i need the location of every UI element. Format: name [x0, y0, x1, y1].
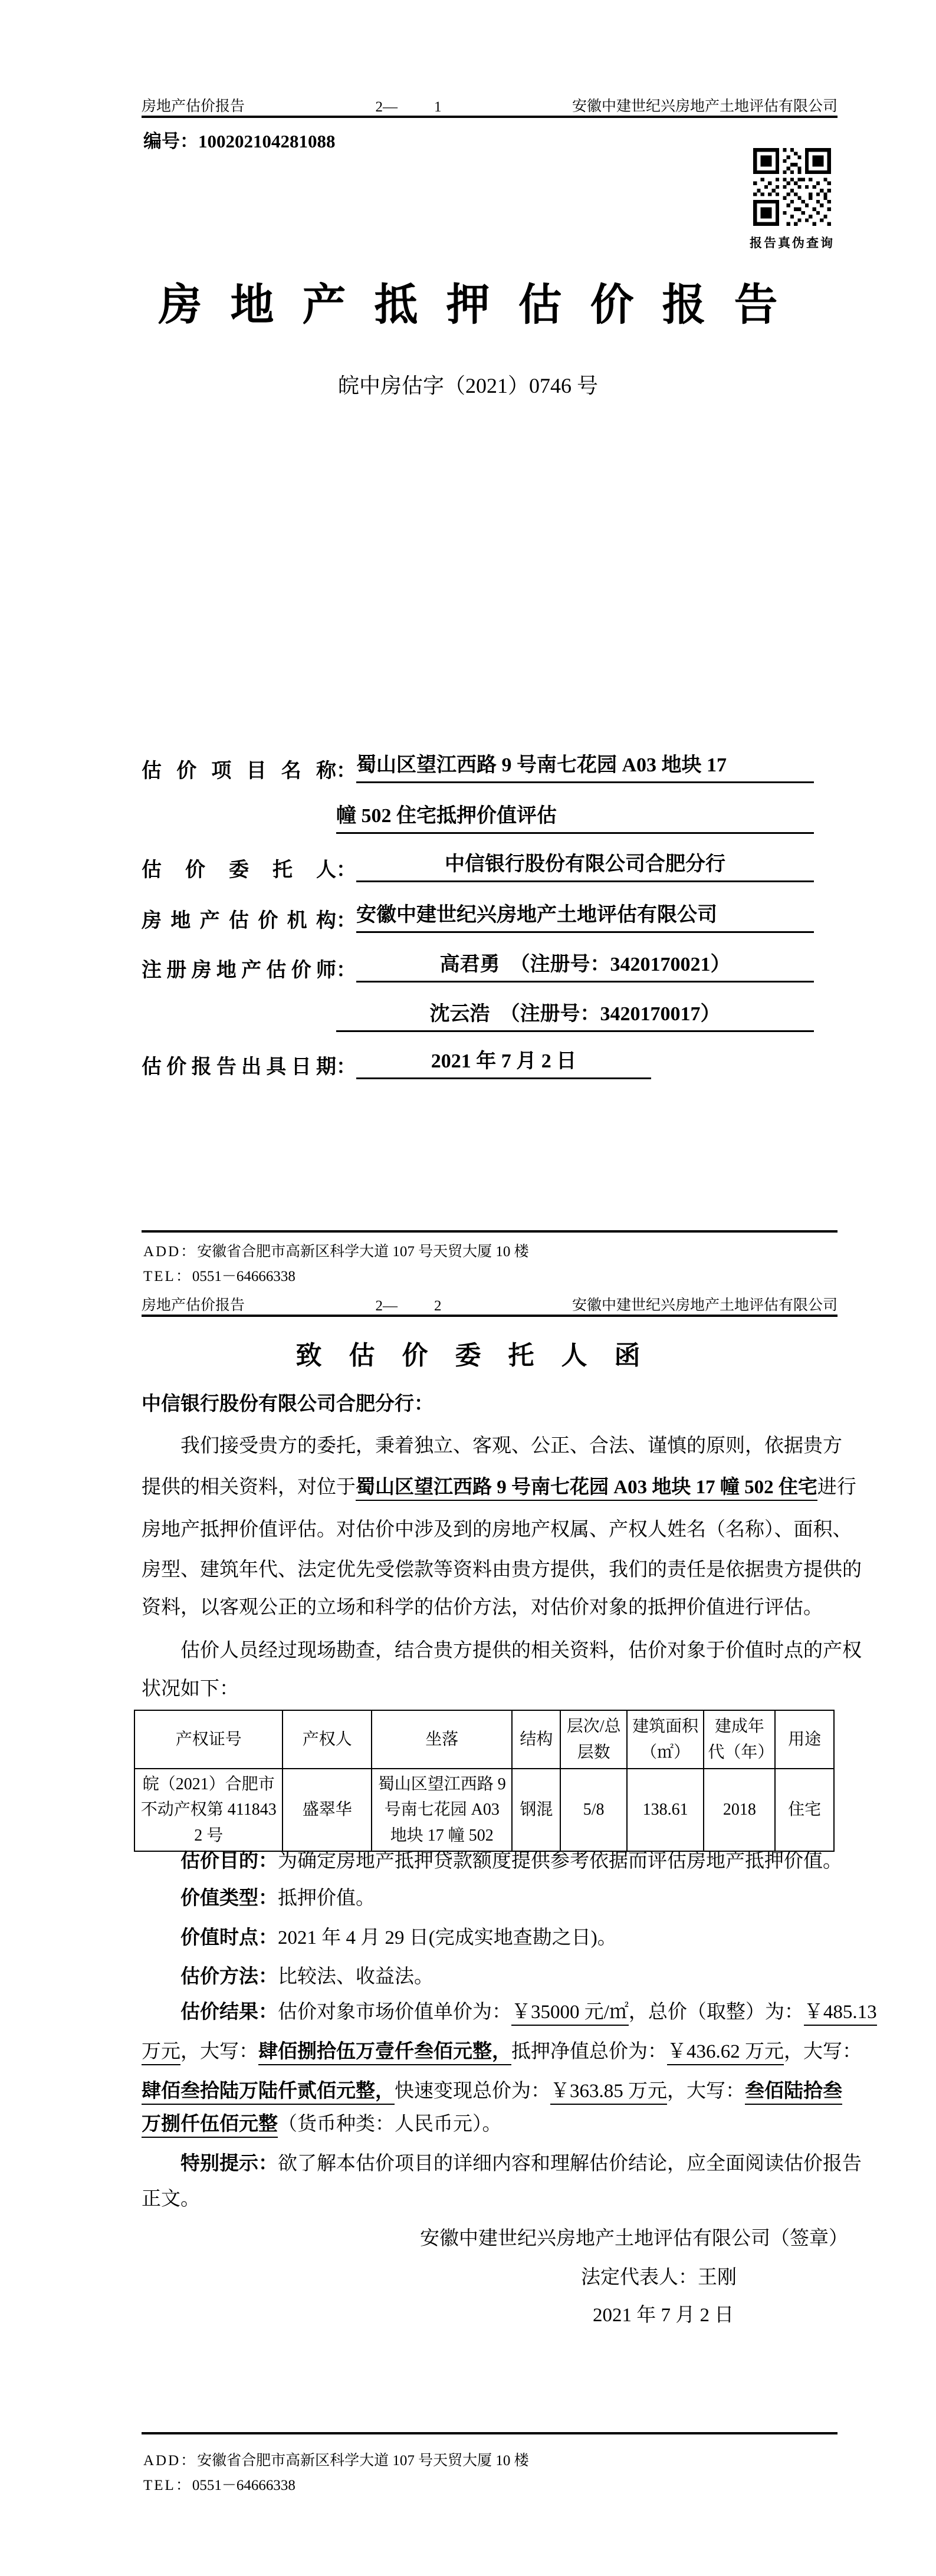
- item-label: 价值时点：: [180, 1927, 278, 1949]
- text-segment: ，总价（取整）为：: [628, 2002, 804, 2023]
- text-segment: 进行: [817, 1477, 856, 1498]
- special-notice-line1: [142, 2150, 879, 2177]
- letter-paragraph-line: 状况如下：: [142, 1678, 239, 1700]
- address-value: 安徽省合肥市高新区科学大道 107 号天贸大厦 10 楼: [197, 2453, 529, 2469]
- serial-label: 编号：: [143, 131, 198, 152]
- col-header-location: 坐落: [372, 1710, 512, 1769]
- quick-sale-in-words: 叁佰陆拾叁: [745, 2081, 842, 2105]
- field-colon: ：: [336, 1056, 356, 1078]
- address-label: ADD：: [143, 2453, 198, 2469]
- running-header-left: 房地产估价报告: [142, 98, 245, 114]
- item-text: 比较法、收益法。: [278, 1966, 433, 1987]
- item-text: 欲了解本估价项目的详细内容和理解估价结论，应全面阅读估价报告: [278, 2153, 862, 2174]
- text-segment: （货币种类：人民币元）。: [278, 2114, 502, 2135]
- cell-structure: 钢混: [512, 1769, 560, 1851]
- cell-floor: 5/8: [560, 1769, 627, 1851]
- field-appraiser-2: [142, 997, 814, 1032]
- footer-address: [143, 1240, 529, 1261]
- serial-value: 100202104281088: [198, 131, 336, 152]
- running-header-company: 安徽中建世纪兴房地产土地评估有限公司: [572, 1297, 838, 1313]
- letter-salutation: 中信银行股份有限公司合肥分行：: [142, 1394, 433, 1415]
- running-header-total: 2—: [375, 99, 398, 115]
- cell-use: 住宅: [775, 1769, 834, 1851]
- text-segment: ，大写：: [180, 2041, 258, 2062]
- footer-telephone: [143, 2473, 295, 2495]
- letter-title: 致估价委托人函: [295, 1341, 668, 1370]
- table-header-row: [134, 1710, 834, 1769]
- cell-area: 138.61: [627, 1769, 704, 1851]
- table-data-row: [134, 1769, 834, 1851]
- item-text: 2021 年 4 月 29 日(完成实地查勘之日)。: [278, 1927, 617, 1949]
- field-issue-date: [142, 1044, 814, 1079]
- item-text: 为确定房地产抵押贷款额度提供参考依据而评估房地产抵押价值。: [278, 1851, 842, 1872]
- net-value-in-words: 肆佰叁拾陆万陆仟贰佰元整，: [142, 2081, 395, 2105]
- letter-paragraph-line: [142, 1474, 856, 1501]
- col-header-year-built: 建成年代（年）: [704, 1710, 775, 1769]
- field-project-name: [142, 748, 814, 783]
- letter-paragraph-line: 房型、建筑年代、法定优先受偿款等资料由贵方提供，我们的责任是依据贵方提供的: [142, 1559, 862, 1581]
- field-agency: [142, 898, 814, 933]
- page1-running-header: [142, 94, 838, 116]
- field-colon: ：: [336, 910, 356, 932]
- property-rights-table: [134, 1710, 835, 1852]
- running-header-left: 房地产估价报告: [142, 1297, 245, 1313]
- signature-legal-representative: 法定代表人：王刚: [581, 2267, 737, 2288]
- item-label: 特别提示：: [180, 2153, 278, 2174]
- running-header-page-number: 1: [434, 99, 442, 115]
- signature-date: 2021 年 7 月 2 日: [593, 2305, 734, 2326]
- running-header-company: 安徽中建世纪兴房地产土地评估有限公司: [572, 98, 838, 114]
- field-label: 注册房地产估价师: [142, 960, 336, 981]
- col-header-floor: 层次/总层数: [560, 1710, 627, 1769]
- field-label: 估价报告出具日期: [142, 1056, 336, 1078]
- appraisal-result-line4: [142, 2111, 840, 2138]
- letter-paragraph-line: 我们接受贵方的委托，秉着独立、客观、公正、合法、谨慎的原则，依据贵方: [180, 1435, 842, 1457]
- telephone-label: TEL：: [143, 1269, 192, 1284]
- appraisal-result-line1: [142, 1999, 879, 2026]
- text-segment: ，大写：: [784, 2041, 862, 2062]
- text-segment: 抵押净值总价为：: [511, 2041, 667, 2062]
- value-type: [142, 1885, 879, 1912]
- field-value: 蜀山区望江西路 9 号南七花园 A03 地块 17: [356, 748, 814, 783]
- item-text: 抵押价值。: [278, 1888, 375, 1909]
- appraisal-result-line3: [142, 2078, 840, 2105]
- address-value: 安徽省合肥市高新区科学大道 107 号天贸大厦 10 楼: [197, 1244, 529, 1260]
- col-header-structure: 结构: [512, 1710, 560, 1769]
- col-header-owner: 产权人: [283, 1710, 372, 1769]
- net-mortgage-value: ￥436.62 万元: [667, 2041, 784, 2065]
- report-doc-number: 皖中房估字（2021）0746 号: [337, 374, 598, 397]
- field-appraiser-1: [142, 947, 814, 983]
- telephone-value: 0551－64666338: [192, 2478, 295, 2493]
- quick-sale-value: ￥363.85 万元: [550, 2081, 667, 2105]
- unit-price-value: ￥35000 元/㎡: [511, 2002, 629, 2026]
- letter-paragraph-line: 估价人员经过现场勘查，结合贵方提供的相关资料，估价对象于价值时点的产权: [180, 1640, 862, 1661]
- header-rule: [142, 1315, 838, 1317]
- field-client: [142, 847, 814, 882]
- field-value: 幢 502 住宅抵押价值评估: [336, 799, 814, 834]
- value-date: [142, 1924, 879, 1951]
- field-value: 安徽中建世纪兴房地产土地评估有限公司: [356, 898, 814, 933]
- field-label: 房地产估价机构: [142, 910, 336, 932]
- total-price-unit: 万元: [142, 2041, 180, 2065]
- footer-address: [143, 2449, 529, 2470]
- total-price-value: ￥485.13: [804, 2002, 877, 2026]
- report-serial-number: [143, 126, 336, 153]
- col-header-area: 建筑面积（㎡）: [627, 1710, 704, 1769]
- qr-caption: 报告真伪查询: [750, 236, 835, 250]
- running-header-total: 2—: [375, 1298, 398, 1314]
- total-price-in-words: 肆佰捌拾伍万壹仟叁佰元整，: [258, 2041, 511, 2065]
- field-label: 估价委托人: [142, 859, 336, 881]
- field-colon: ：: [336, 960, 356, 981]
- page2-running-header: [142, 1293, 838, 1315]
- item-label: 估价方法：: [180, 1966, 278, 1987]
- item-label: 估价目的：: [180, 1851, 278, 1872]
- text-segment: 快速变现总价为：: [395, 2081, 550, 2102]
- letter-paragraph-line: 房地产抵押价值评估。对估价中涉及到的房地产权属、产权人姓名（名称）、面积、: [142, 1519, 852, 1540]
- field-value: 沈云浩 （注册号：3420170017）: [336, 997, 814, 1032]
- address-label: ADD：: [143, 1244, 198, 1260]
- text-segment: ，大写：: [667, 2081, 745, 2102]
- letter-paragraph-line: 资料，以客观公正的立场和科学的估价方法，对估价对象的抵押价值进行评估。: [142, 1597, 823, 1618]
- text-segment: 提供的相关资料，对位于: [142, 1477, 356, 1498]
- footer-rule: [142, 1230, 838, 1233]
- special-notice-line2: 正文。: [142, 2189, 200, 2210]
- cell-certificate-no: 皖（2021）合肥市不动产权第 4118432 号: [134, 1769, 283, 1851]
- header-rule: [142, 116, 838, 118]
- item-label: 估价结果：: [180, 2002, 278, 2023]
- footer-rule: [142, 2432, 838, 2434]
- footer-telephone: [143, 1264, 295, 1286]
- cell-year-built: 2018: [704, 1769, 775, 1851]
- appraisal-result-line2: [142, 2038, 862, 2065]
- field-value: 2021 年 7 月 2 日: [356, 1044, 651, 1079]
- telephone-value: 0551－64666338: [192, 1269, 295, 1284]
- signature-company: 安徽中建世纪兴房地产土地评估有限公司（签章）: [420, 2228, 848, 2249]
- field-label: 估价项目名称: [142, 760, 336, 782]
- cell-owner: 盛翠华: [283, 1769, 372, 1851]
- field-colon: ：: [336, 859, 356, 881]
- verification-qr-code: [751, 146, 833, 228]
- field-project-name-line2: [142, 799, 814, 834]
- col-header-certificate-no: 产权证号: [134, 1710, 283, 1769]
- field-colon: ：: [336, 760, 356, 782]
- qr-code-graphic: [751, 146, 833, 228]
- field-value: 中信银行股份有限公司合肥分行: [356, 847, 814, 882]
- quick-sale-in-words: 万捌仟伍佰元整: [142, 2114, 278, 2138]
- item-label: 价值类型：: [180, 1888, 278, 1909]
- appraisal-method: [142, 1963, 879, 1990]
- subject-address: 蜀山区望江西路 9 号南七花园 A03 地块 17 幢 502 住宅: [356, 1477, 817, 1501]
- cell-location: 蜀山区望江西路 9 号南七花园 A03 地块 17 幢 502: [372, 1769, 512, 1851]
- appraisal-purpose: [142, 1848, 879, 1875]
- report-title: 房地产抵押估价报告: [158, 281, 806, 330]
- field-value: 高君勇 （注册号：3420170021）: [356, 948, 814, 983]
- running-header-page-number: 2: [434, 1298, 442, 1314]
- telephone-label: TEL：: [143, 2478, 192, 2493]
- col-header-use: 用途: [775, 1710, 834, 1769]
- text-segment: 估价对象市场价值单价为：: [278, 2002, 511, 2023]
